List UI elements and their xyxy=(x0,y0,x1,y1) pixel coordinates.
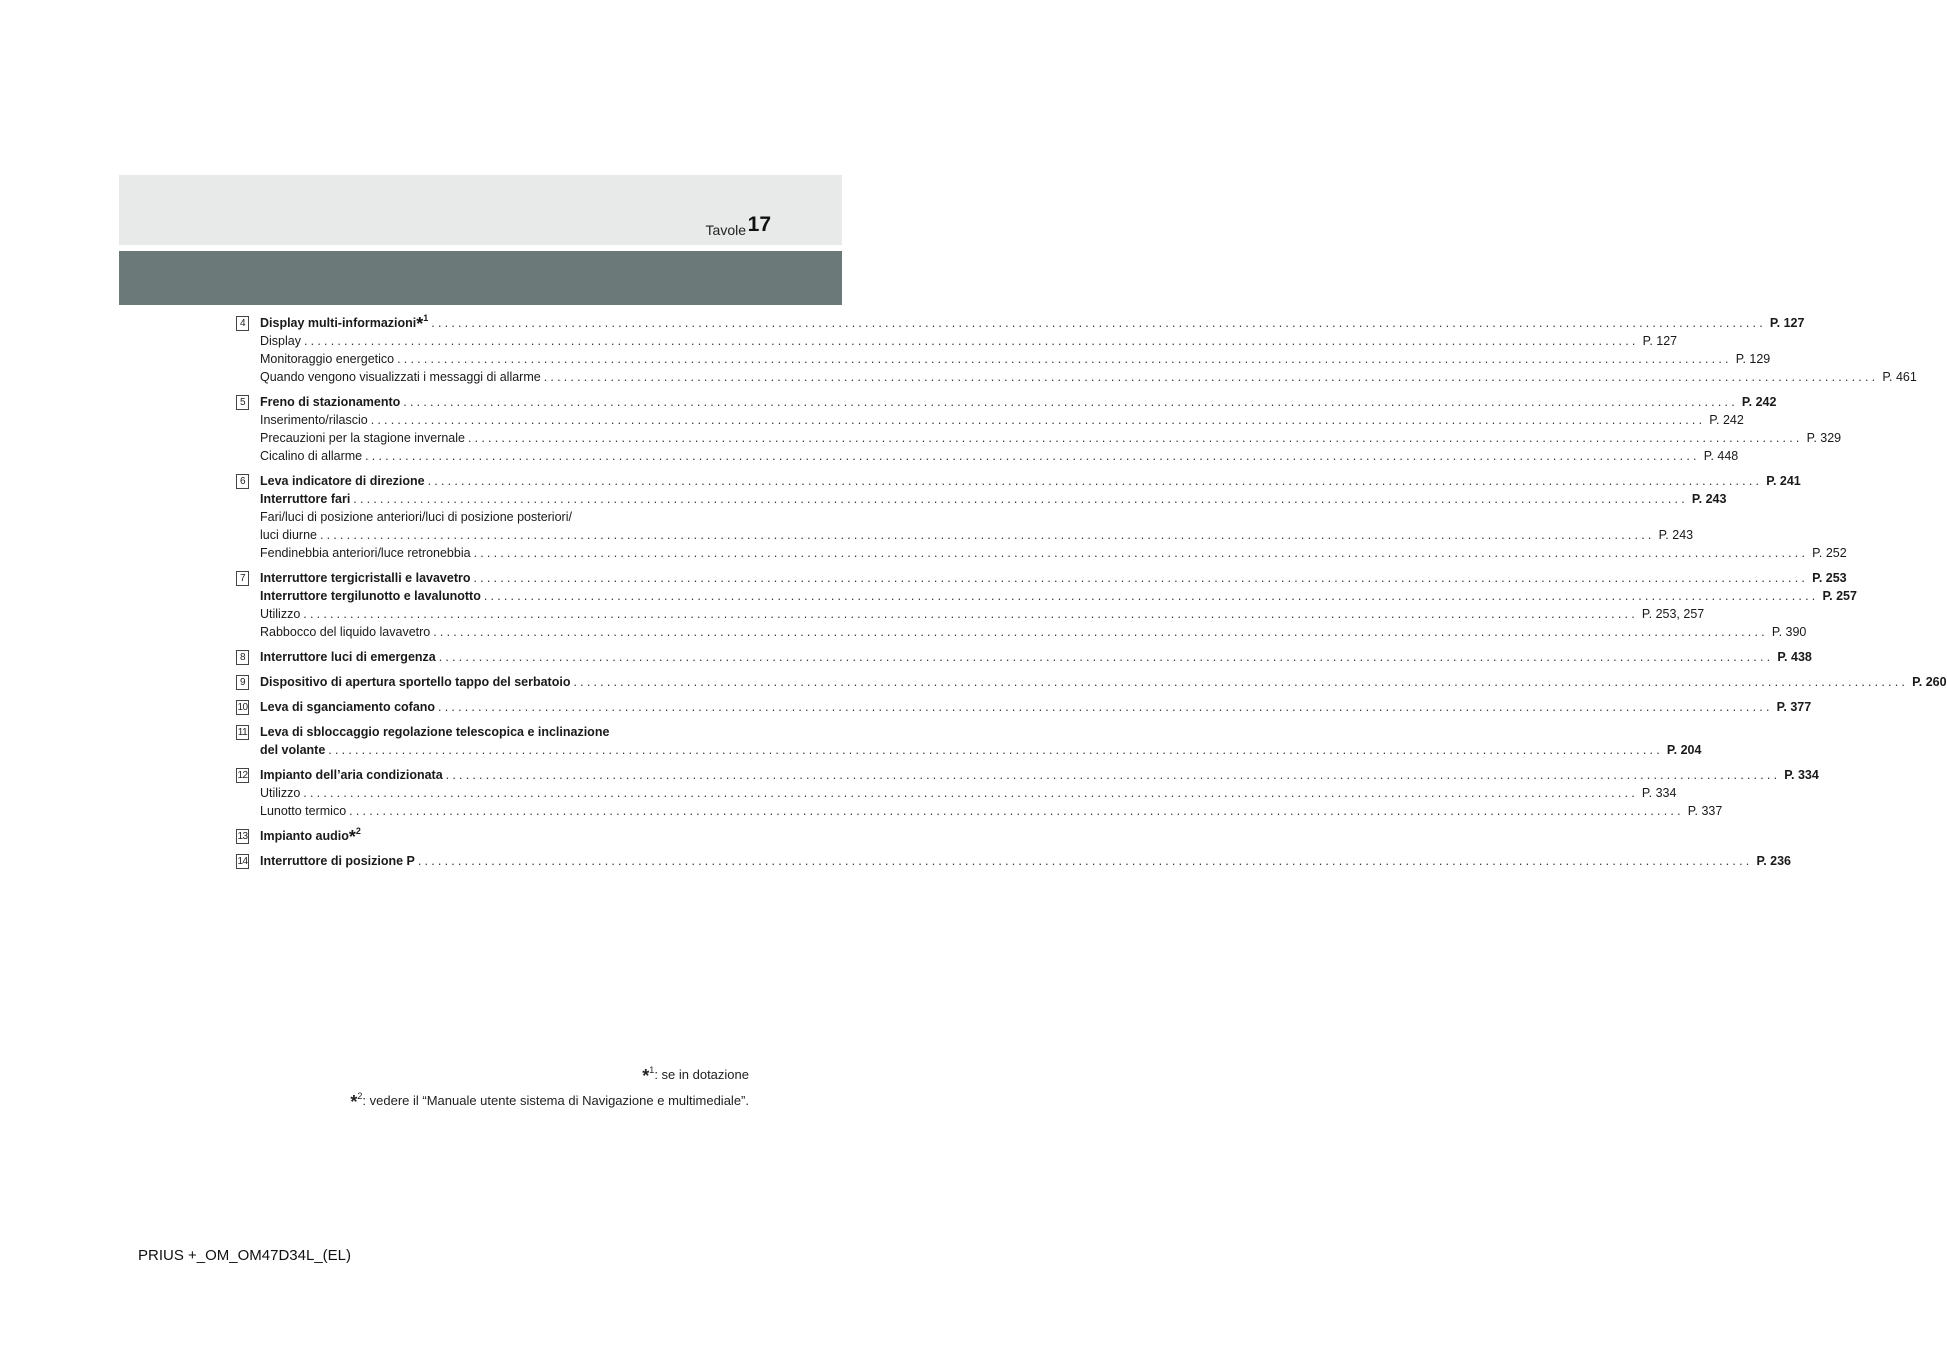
dot-leader: ........................................................................................................................................................................................................ xyxy=(303,607,1638,621)
page-reference-link[interactable]: P. 334 xyxy=(1784,768,1819,782)
footnote-mark: 2 xyxy=(357,1091,363,1101)
page-reference-link[interactable]: P. 243 xyxy=(1691,492,1727,506)
index-entry xyxy=(236,698,1812,716)
entry-label-text: Interruttore di posizione P xyxy=(260,854,415,868)
index-entry xyxy=(236,544,1847,562)
index-entry xyxy=(236,648,1812,666)
index-entry xyxy=(236,569,1847,587)
index-entry xyxy=(236,802,1723,820)
index-group xyxy=(236,393,1842,465)
asterisk-icon: * xyxy=(348,827,356,847)
page-reference-link[interactable]: P. 242 xyxy=(1741,395,1777,409)
index-group xyxy=(236,472,1847,562)
entry-label xyxy=(260,544,471,562)
asterisk-icon: * xyxy=(642,1066,650,1086)
callout-number-badge: 8 xyxy=(236,650,249,665)
index-entry xyxy=(236,526,1694,544)
page-reference-link[interactable]: P. 253 xyxy=(1812,571,1847,585)
dot-leader: ........................................................................................................................................................................................................ xyxy=(319,528,1655,542)
dot-leader: ........................................................................................................................................................................................................ xyxy=(573,675,1909,689)
entry-label-text: Interruttore tergilunotto e lavalunotto xyxy=(260,589,481,603)
index-group xyxy=(236,723,1702,759)
page-number: 17 xyxy=(747,213,771,236)
dot-leader: ........................................................................................................................................................................................................ xyxy=(353,492,1688,506)
dot-leader: ........................................................................................................................................................................................................ xyxy=(438,700,1773,714)
page-reference-link[interactable]: P. 438 xyxy=(1777,650,1812,664)
index-entry xyxy=(236,350,1771,368)
dot-leader: ........................................................................................................................................................................................................ xyxy=(543,370,1879,384)
index-entry xyxy=(236,447,1739,465)
entry-label-text: Inserimento/rilascio xyxy=(260,413,368,427)
footnote-mark: 1 xyxy=(649,1065,655,1075)
index-entry xyxy=(236,411,1744,429)
dot-leader: ........................................................................................................................................................................................................ xyxy=(427,474,1763,488)
callout-number-badge: 14 xyxy=(237,856,248,867)
page-reference-link[interactable]: P. 127 xyxy=(1769,316,1805,330)
entry-label-text: Interruttore luci di emergenza xyxy=(260,650,436,664)
entry-label-text: Fendinebbia anteriori/luce retronebbia xyxy=(260,546,471,560)
footnote-ref: 2 xyxy=(355,826,361,836)
callout-number-badge: 5 xyxy=(236,395,249,410)
index-entry xyxy=(236,852,1791,870)
index-entry xyxy=(236,587,1857,605)
entry-label xyxy=(260,827,361,845)
dot-leader: ........................................................................................................................................................................................................ xyxy=(403,395,1738,409)
entry-label xyxy=(260,741,325,759)
index-entry xyxy=(236,429,1842,447)
index-group xyxy=(236,766,1819,820)
index-entry xyxy=(236,827,724,845)
callout-number-badge: 10 xyxy=(237,702,248,713)
entry-label xyxy=(260,605,300,623)
page-reference-link[interactable]: P. 390 xyxy=(1771,625,1807,639)
footnote xyxy=(350,1088,749,1114)
entry-label-text: Utilizzo xyxy=(260,607,301,621)
index-entry xyxy=(236,332,1678,350)
page-reference-link[interactable]: P. 257 xyxy=(1822,589,1857,603)
page-reference-link[interactable]: P. 334 xyxy=(1641,786,1677,800)
page-reference-link[interactable]: P. 337 xyxy=(1687,804,1723,818)
entry-label-text: Freno di stazionamento xyxy=(260,395,401,409)
entry-label-text: Display xyxy=(260,334,301,348)
callout-number-badge: 4 xyxy=(236,316,249,331)
entry-label xyxy=(260,623,430,641)
dot-leader: ........................................................................................................................................................................................................ xyxy=(365,449,1700,463)
entry-label xyxy=(260,350,394,368)
index-entry xyxy=(236,472,1801,490)
page-reference-link[interactable]: P. 242 xyxy=(1709,413,1744,427)
entry-label-text: Leva di sbloccaggio regolazione telescopica e inclinazione xyxy=(260,725,610,739)
dot-leader: ........................................................................................................................................................................................................ xyxy=(438,650,1774,664)
entry-label xyxy=(260,569,471,587)
entry-label xyxy=(260,852,415,870)
page-reference-link[interactable]: P. 260 xyxy=(1912,675,1947,689)
index-entry xyxy=(236,741,1702,759)
callout-number-badge: 11 xyxy=(237,727,248,738)
entry-label-text: Interruttore tergicristalli e lavavetro xyxy=(260,571,471,585)
callout-number-badge: 9 xyxy=(236,675,249,690)
dot-leader: ........................................................................................................................................................................................................ xyxy=(433,625,1768,639)
page-reference-link[interactable]: P. 377 xyxy=(1776,700,1812,714)
entry-label-text: Leva indicatore di direzione xyxy=(260,474,425,488)
entry-label xyxy=(260,332,301,350)
document-code: PRIUS +_OM_OM47D34L_(EL) xyxy=(138,1247,352,1264)
entry-label-text: luci diurne xyxy=(260,528,317,542)
dot-leader: ........................................................................................................................................................................................................ xyxy=(370,413,1706,427)
entry-label xyxy=(260,429,465,447)
footnote-ref: 1 xyxy=(423,313,429,323)
dot-leader: ........................................................................................................................................................................................................ xyxy=(303,786,1638,800)
entry-label xyxy=(260,368,541,386)
index-entry xyxy=(236,508,724,526)
index-entry xyxy=(236,368,1917,386)
dot-leader: ........................................................................................................................................................................................................ xyxy=(328,743,1663,757)
callout-number-badge: 7 xyxy=(236,571,249,586)
dot-leader: ........................................................................................................................................................................................................ xyxy=(417,854,1753,868)
dot-leader: ........................................................................................................................................................................................................ xyxy=(397,352,1732,366)
entry-label xyxy=(260,698,435,716)
entry-label-text: Dispositivo di apertura sportello tappo del serbatoio xyxy=(260,675,571,689)
footnote xyxy=(350,1062,749,1088)
entry-label-text: del volante xyxy=(260,743,326,757)
index-group xyxy=(236,569,1857,641)
page-reference-link[interactable]: P. 252 xyxy=(1812,546,1847,560)
entry-label xyxy=(260,526,317,544)
entry-label xyxy=(260,411,368,429)
footnote-text: : se in dotazione xyxy=(654,1067,749,1082)
index-entry xyxy=(236,313,1805,334)
dot-leader: ........................................................................................................................................................................................................ xyxy=(445,768,1781,782)
entry-label-text: Display multi-informazioni xyxy=(260,316,417,330)
callout-number-badge: 13 xyxy=(237,831,248,842)
dot-leader: ........................................................................................................................................................................................................ xyxy=(431,316,1766,330)
page-reference-link[interactable]: P. 448 xyxy=(1703,449,1739,463)
entry-label-text: Interruttore fari xyxy=(260,492,351,506)
entry-label xyxy=(260,723,609,741)
index-entry xyxy=(236,784,1677,802)
asterisk-icon: * xyxy=(350,1092,358,1112)
dot-leader: ........................................................................................................................................................................................................ xyxy=(483,589,1819,603)
entry-label xyxy=(260,648,436,666)
index-entry xyxy=(236,623,1807,641)
asterisk-icon: * xyxy=(416,314,424,334)
index-entry xyxy=(236,723,724,741)
dot-leader: ........................................................................................................................................................................................................ xyxy=(468,431,1803,445)
index-group xyxy=(236,698,1812,716)
entry-label xyxy=(260,472,425,490)
dot-leader: ........................................................................................................................................................................................................ xyxy=(473,571,1809,585)
index-group xyxy=(236,673,1947,691)
dot-leader: ........................................................................................................................................................................................................ xyxy=(304,334,1639,348)
footnotes xyxy=(350,1062,749,1114)
entry-label-text: Monitoraggio energetico xyxy=(260,352,395,366)
entry-label xyxy=(260,393,400,411)
entry-label-text: Leva di sganciamento cofano xyxy=(260,700,436,714)
footnote-text: : vedere il “Manuale utente sistema di Navigazione e multimediale”. xyxy=(362,1093,749,1108)
page-reference-link[interactable]: P. 204 xyxy=(1666,743,1702,757)
dot-leader: ........................................................................................................................................................................................................ xyxy=(349,804,1684,818)
index-group xyxy=(236,648,1812,666)
page-reference-link[interactable]: P. 127 xyxy=(1642,334,1678,348)
entry-label xyxy=(260,784,300,802)
entry-label-text: Rabbocco del liquido lavavetro xyxy=(260,625,431,639)
entry-label xyxy=(260,314,428,332)
index-entry xyxy=(236,393,1777,411)
index-content xyxy=(236,313,1947,877)
index-group xyxy=(236,852,1791,870)
dot-leader: ........................................................................................................................................................................................................ xyxy=(473,546,1809,560)
entry-label-text: Lunotto termico xyxy=(260,804,347,818)
entry-label-text: Utilizzo xyxy=(260,786,301,800)
entry-label xyxy=(260,508,572,526)
page-reference-link[interactable]: P. 329 xyxy=(1806,431,1842,445)
page-reference-link[interactable]: P. 241 xyxy=(1766,474,1801,488)
entry-label xyxy=(260,490,350,508)
page-reference-link[interactable]: P. 129 xyxy=(1735,352,1771,366)
index-group xyxy=(236,313,1917,386)
entry-label xyxy=(260,587,481,605)
index-entry xyxy=(236,673,1947,691)
entry-label xyxy=(260,447,362,465)
section-title: Tavole xyxy=(705,222,746,238)
callout-number-badge: 6 xyxy=(236,474,249,489)
index-entry xyxy=(236,605,1705,623)
index-entry xyxy=(236,490,1727,508)
page-reference-link[interactable]: P. 461 xyxy=(1882,370,1917,384)
entry-label xyxy=(260,802,346,820)
entry-label-text: Fari/luci di posizione anteriori/luci di posizione posteriori/ xyxy=(260,510,572,524)
entry-label xyxy=(260,766,443,784)
page-reference-link[interactable]: P. 243 xyxy=(1658,528,1694,542)
entry-label-text: Quando vengono visualizzati i messaggi di allarme xyxy=(260,370,541,384)
index-group xyxy=(236,827,724,845)
entry-label-text: Impianto audio xyxy=(260,829,349,843)
callout-number-badge: 12 xyxy=(237,770,248,781)
entry-label-text: Precauzioni per la stagione invernale xyxy=(260,431,465,445)
page-reference-link[interactable]: P. 236 xyxy=(1756,854,1791,868)
page-reference-link[interactable]: P. 253, 257 xyxy=(1641,607,1705,621)
entry-label-text: Impianto dell’aria condizionata xyxy=(260,768,443,782)
entry-label xyxy=(260,673,570,691)
index-entry xyxy=(236,766,1819,784)
section-banner xyxy=(119,251,842,305)
entry-label-text: Cicalino di allarme xyxy=(260,449,363,463)
